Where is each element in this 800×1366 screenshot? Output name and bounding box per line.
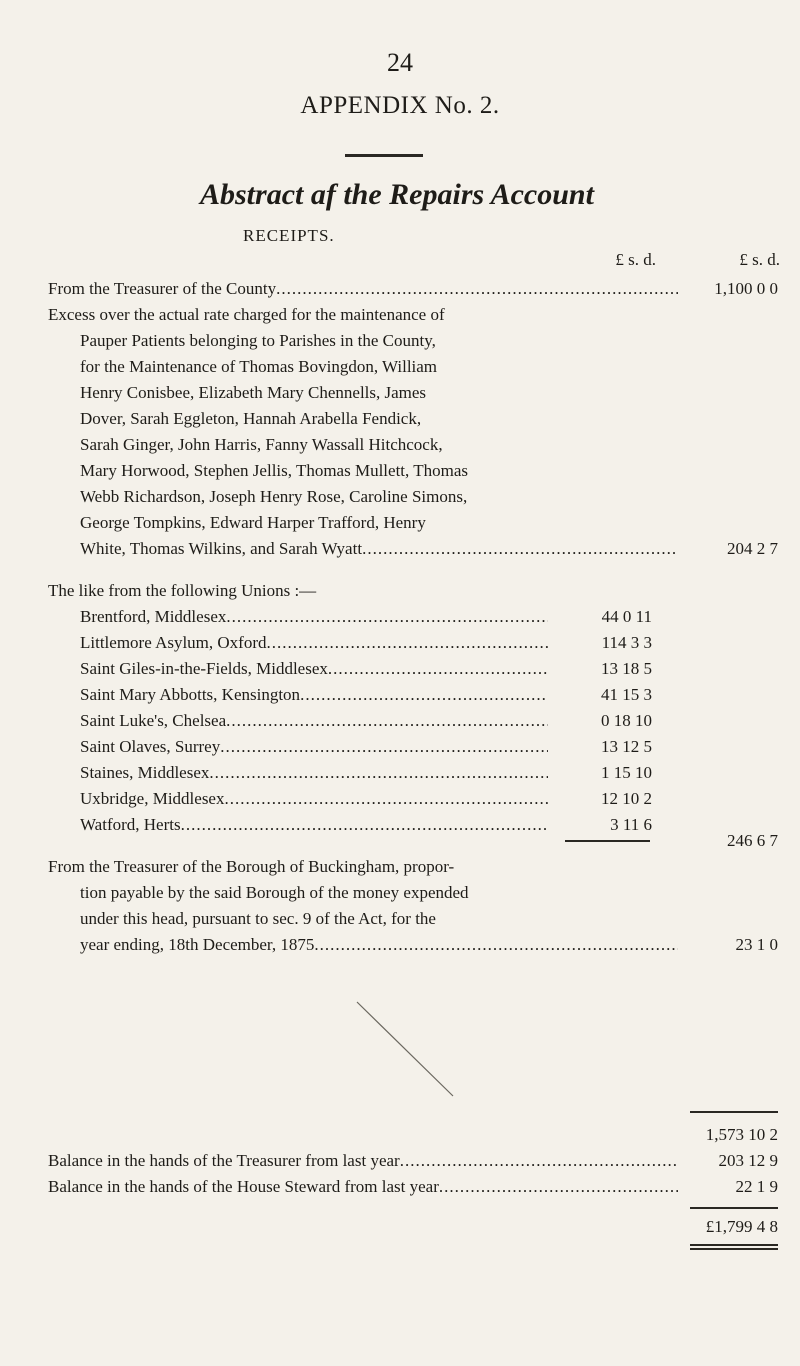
union-row bbox=[48, 682, 548, 708]
union-amount: 41 15 3 bbox=[601, 685, 652, 704]
union-name: Littlemore Asylum, Oxford bbox=[80, 633, 267, 652]
appendix-title: APPENDIX No. 2. bbox=[300, 92, 500, 119]
buckingham-line: tion payable by the said Borough of the money expended bbox=[80, 883, 469, 902]
union-row bbox=[48, 734, 548, 760]
union-amount: 114 3 3 bbox=[601, 633, 652, 652]
buckingham-amount: 23 1 0 bbox=[735, 935, 778, 954]
treasurer-county-amount: 1,100 0 0 bbox=[714, 279, 778, 298]
excess-last-row bbox=[48, 536, 678, 562]
union-row bbox=[48, 604, 548, 630]
union-row bbox=[48, 656, 548, 682]
double-rule-bottom bbox=[690, 1248, 778, 1250]
union-amount: 13 18 5 bbox=[601, 659, 652, 678]
union-amount: 0 18 10 bbox=[601, 711, 652, 730]
unions-intro: The like from the following Unions :— bbox=[48, 581, 317, 600]
buckingham-line: under this head, pursuant to sec. 9 of the Act, for the bbox=[80, 909, 436, 928]
balance-treasurer-row bbox=[48, 1148, 678, 1174]
union-name: Saint Giles-in-the-Fields, Middlesex bbox=[80, 659, 328, 678]
section-heading: RECEIPTS. bbox=[243, 226, 335, 245]
currency-header-2: £ s. d. bbox=[739, 250, 780, 269]
balance-steward-label: Balance in the hands of the House Steward from last year bbox=[48, 1177, 439, 1196]
excess-line: Dover, Sarah Eggleton, Hannah Arabella Fendick, bbox=[80, 409, 422, 428]
subtotal-rule bbox=[690, 1111, 778, 1113]
unions-amounts bbox=[558, 604, 652, 838]
union-amount: 44 0 11 bbox=[601, 607, 652, 626]
union-row bbox=[48, 708, 548, 734]
union-name: Saint Mary Abbotts, Kensington bbox=[80, 685, 301, 704]
excess-line: Pauper Patients belonging to Parishes in the County, bbox=[80, 331, 436, 350]
excess-line: Excess over the actual rate charged for the maintenance of bbox=[48, 305, 445, 324]
total-rule bbox=[690, 1207, 778, 1209]
excess-line: Webb Richardson, Joseph Henry Rose, Caroline Simons, bbox=[80, 487, 468, 506]
treasurer-county-label: From the Treasurer of the County bbox=[48, 279, 277, 298]
union-amount: 13 12 5 bbox=[601, 737, 652, 756]
union-name: Saint Olaves, Surrey bbox=[80, 737, 221, 756]
abstract-title: Abstract af the Repairs Account bbox=[200, 178, 594, 211]
union-row bbox=[48, 760, 548, 786]
excess-last-line: White, Thomas Wilkins, and Sarah Wyatt bbox=[80, 539, 363, 558]
union-name: Watford, Herts bbox=[80, 815, 181, 834]
union-amount: 12 10 2 bbox=[601, 789, 652, 808]
treasurer-county-row bbox=[48, 276, 678, 302]
excess-line: George Tompkins, Edward Harper Trafford, Henry bbox=[80, 513, 426, 532]
excess-paragraph bbox=[48, 302, 588, 536]
unions-total: 246 6 7 bbox=[727, 831, 778, 850]
union-name: Saint Luke's, Chelsea bbox=[80, 711, 227, 730]
union-name: Brentford, Middlesex bbox=[80, 607, 227, 626]
excess-line: Sarah Ginger, John Harris, Fanny Wassall Hitchcock, bbox=[80, 435, 443, 454]
subtotal: 1,573 10 2 bbox=[705, 1125, 778, 1144]
excess-amount: 204 2 7 bbox=[727, 539, 778, 558]
excess-line: Mary Horwood, Stephen Jellis, Thomas Mullett, Thomas bbox=[80, 461, 468, 480]
balance-treasurer-label: Balance in the hands of the Treasurer from last year bbox=[48, 1151, 400, 1170]
page-number: 24 bbox=[387, 48, 413, 77]
buckingham-last-row bbox=[48, 932, 678, 958]
cancel-stroke bbox=[355, 1000, 455, 1098]
union-amount: 1 15 10 bbox=[601, 763, 652, 782]
buckingham-last-line: year ending, 18th December, 1875 bbox=[80, 935, 315, 954]
union-row bbox=[48, 812, 548, 838]
union-amount: 3 11 6 bbox=[610, 815, 652, 834]
union-row bbox=[48, 630, 548, 656]
title-rule bbox=[345, 154, 423, 157]
buckingham-paragraph bbox=[48, 854, 588, 932]
union-row bbox=[48, 786, 548, 812]
balance-steward-amount: 22 1 9 bbox=[735, 1177, 778, 1196]
balance-steward-row bbox=[48, 1174, 678, 1200]
grand-total: £1,799 4 8 bbox=[705, 1217, 778, 1236]
buckingham-line: From the Treasurer of the Borough of Buckingham, propor- bbox=[48, 857, 455, 876]
excess-line: for the Maintenance of Thomas Bovingdon, William bbox=[80, 357, 438, 376]
double-rule-top bbox=[690, 1244, 778, 1246]
currency-header-1: £ s. d. bbox=[615, 250, 656, 269]
balance-treasurer-amount: 203 12 9 bbox=[718, 1151, 778, 1170]
unions-sum-rule bbox=[565, 840, 650, 842]
excess-line: Henry Conisbee, Elizabeth Mary Chennells, James bbox=[80, 383, 427, 402]
union-name: Uxbridge, Middlesex bbox=[80, 789, 225, 808]
unions-list bbox=[48, 604, 548, 838]
union-name: Staines, Middlesex bbox=[80, 763, 210, 782]
